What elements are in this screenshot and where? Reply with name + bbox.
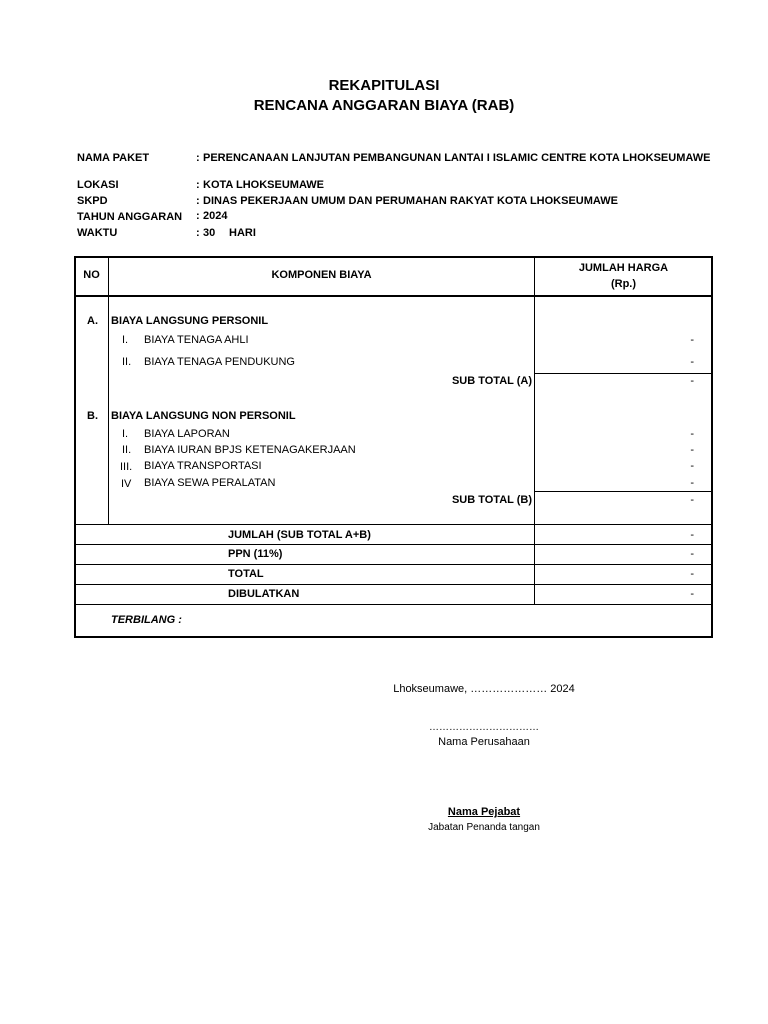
header-jumlah-line2: (Rp.) [610, 278, 637, 290]
a-item-2-value: - [690, 356, 694, 368]
b-item-4-label: BIAYA SEWA PERALATAN [144, 477, 276, 489]
a-item-1-label: BIAYA TENAGA AHLI [144, 334, 249, 346]
header-jumlah-line1: JUMLAH HARGA [578, 262, 669, 274]
sep-waktu: : [196, 227, 200, 239]
a-item-1-num: I. [122, 334, 129, 346]
sep-lokasi: : [196, 179, 200, 191]
sep-tahun: : [196, 210, 200, 222]
value-lokasi: KOTA LHOKSEUMAWE [203, 179, 324, 191]
sep-skpd: : [196, 195, 200, 207]
company-name: Nama Perusahaan [438, 736, 530, 748]
total-total-value: - [690, 568, 694, 580]
label-skpd: SKPD [77, 195, 108, 207]
header-komponen: KOMPONEN BIAYA [271, 269, 372, 281]
label-lokasi: LOKASI [77, 179, 119, 191]
total-ppn-value: - [690, 548, 694, 560]
b-item-2-num: II. [122, 444, 132, 456]
subtotal-a-value: - [690, 375, 694, 387]
label-tahun: TAHUN ANGGARAN [77, 211, 183, 223]
value-skpd: DINAS PEKERJAAN UMUM DAN PERUMAHAN RAKYAT KOTA LHOKSEUMAWE [203, 195, 618, 207]
value-waktu: 30 [203, 227, 216, 239]
sep-nama-paket: : [196, 152, 200, 164]
subtotal-b-line [534, 491, 712, 492]
doc-title-line2: RENCANA ANGGARAN BIAYA (RAB) [253, 97, 515, 114]
official-name: Nama Pejabat [447, 806, 521, 818]
value-tahun: 2024 [203, 210, 228, 222]
terbilang-label: TERBILANG : [111, 614, 182, 626]
header-bottom-line [75, 295, 712, 297]
section-b-title: BIAYA LANGSUNG NON PERSONIL [111, 410, 296, 422]
totals-line-2 [75, 544, 712, 545]
subtotal-b-label: SUB TOTAL (B) [451, 494, 532, 506]
subtotal-b-value: - [690, 494, 694, 506]
totals-bottom-line [75, 604, 712, 605]
section-a-title: BIAYA LANGSUNG PERSONIL [111, 315, 269, 327]
b-item-2-label: BIAYA IURAN BPJS KETENAGAKERJAAN [144, 444, 356, 456]
col-jumlah-divider [534, 257, 535, 605]
totals-top-line [75, 524, 712, 525]
signature-dots: …………………………… [429, 722, 539, 733]
subtotal-a-line [534, 373, 712, 374]
header-no: NO [83, 269, 100, 281]
col-no-divider [108, 257, 109, 524]
b-item-1-value: - [690, 428, 694, 440]
doc-title-line1: REKAPITULASI [328, 77, 440, 94]
official-title: Jabatan Penanda tangan [428, 822, 540, 833]
totals-line-4 [75, 584, 712, 585]
b-item-4-num: IV [121, 478, 132, 490]
section-b-no: B. [87, 410, 98, 422]
total-total-label: TOTAL [228, 568, 264, 580]
total-dibulatkan-value: - [690, 588, 694, 600]
b-item-2-value: - [690, 444, 694, 456]
b-item-3-num: III. [120, 461, 133, 473]
a-item-2-num: II. [122, 356, 132, 368]
b-item-1-num: I. [122, 428, 129, 440]
a-item-1-value: - [690, 334, 694, 346]
b-item-3-label: BIAYA TRANSPORTASI [144, 460, 262, 472]
a-item-2-label: BIAYA TENAGA PENDUKUNG [144, 356, 295, 368]
label-nama-paket: NAMA PAKET [77, 152, 150, 164]
subtotal-a-label: SUB TOTAL (A) [451, 375, 532, 387]
place-date: Lhokseumawe, ………………… 2024 [393, 683, 575, 695]
total-jumlah-value: - [690, 529, 694, 541]
b-item-4-value: - [690, 477, 694, 489]
value-waktu-unit: HARI [229, 227, 256, 239]
section-a-no: A. [87, 315, 98, 327]
total-ppn-label: PPN (11%) [228, 548, 283, 560]
label-waktu: WAKTU [77, 227, 118, 239]
totals-line-3 [75, 564, 712, 565]
b-item-3-value: - [690, 460, 694, 472]
value-nama-paket: PERENCANAAN LANJUTAN PEMBANGUNAN LANTAI I ISLAMIC CENTRE KOTA LHOKSEUMAWE [203, 152, 711, 164]
total-dibulatkan-label: DIBULATKAN [228, 588, 300, 600]
b-item-1-label: BIAYA LAPORAN [144, 428, 230, 440]
total-jumlah-label: JUMLAH (SUB TOTAL A+B) [228, 529, 371, 541]
